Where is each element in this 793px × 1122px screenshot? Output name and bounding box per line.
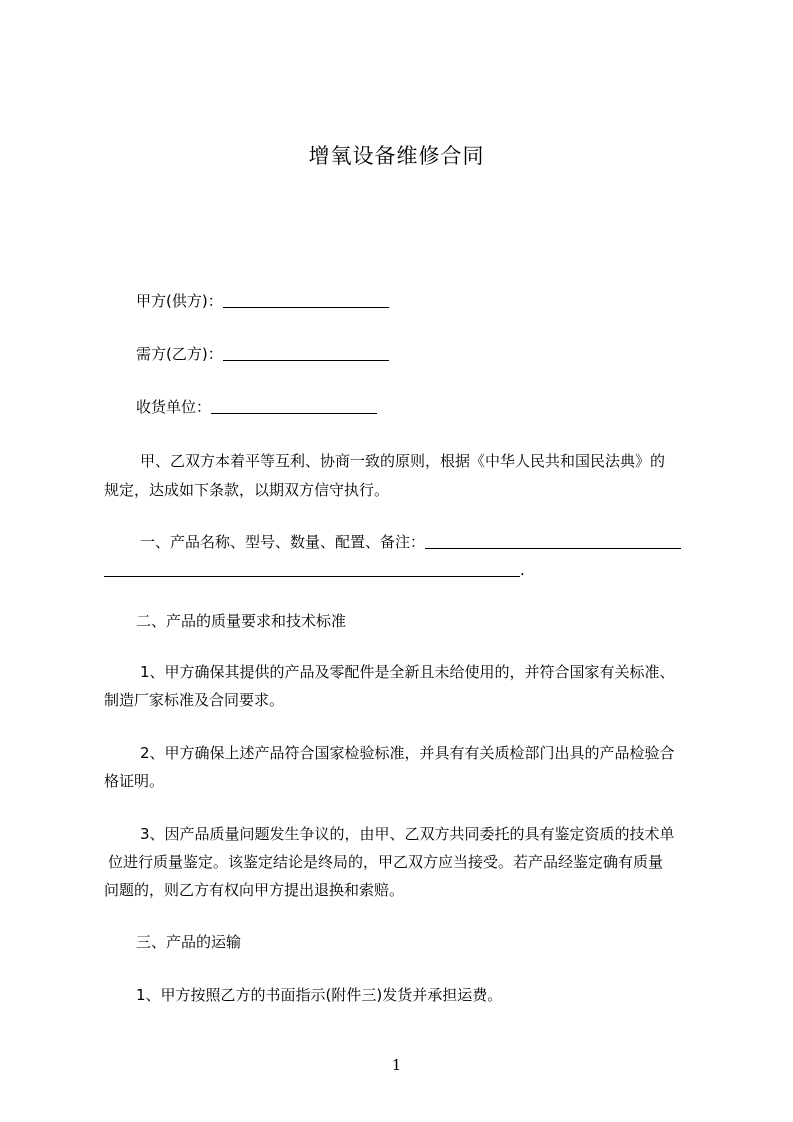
s2-p2-line-1: 2、甲方确保上述产品符合国家检验标准，并具有有关质检部门出具的产品检验合 <box>140 744 675 762</box>
section1-blank-2 <box>104 561 520 577</box>
party-a-blank <box>223 292 389 308</box>
section1-end: . <box>520 561 525 579</box>
section2-heading: 二、产品的质量要求和技术标准 <box>136 612 347 630</box>
page-number: 1 <box>391 1056 402 1074</box>
s2-p2-line-2: 格证明。 <box>104 772 165 790</box>
receiver-blank <box>211 398 377 414</box>
s3-p1: 1、甲方按照乙方的书面指示(附件三)发货并承担运费。 <box>136 986 503 1004</box>
party-b-blank <box>223 345 389 361</box>
document-title: 增氧设备维修合同 <box>308 144 485 168</box>
intro-line-1: 甲、乙双方本着平等互利、协商一致的原则，根据《中华人民共和国民法典》的 <box>140 452 666 470</box>
party-a-label: 甲方(供方)： <box>136 292 223 310</box>
receiver-label: 收货单位： <box>136 398 212 416</box>
intro-line-2: 规定，达成如下条款，以期双方信守执行。 <box>104 481 390 499</box>
section1-line-2 <box>104 560 525 580</box>
party-a-line <box>136 291 389 311</box>
s2-p1-line-1: 1、甲方确保其提供的产品及零配件是全新且未给使用的，并符合国家有关标准、 <box>140 663 675 681</box>
party-b-line <box>136 344 389 364</box>
party-b-label: 需方(乙方)： <box>136 345 223 363</box>
section1-line <box>140 532 681 552</box>
section1-blank-1 <box>425 533 681 549</box>
section3-heading: 三、产品的运输 <box>136 933 242 951</box>
receiver-line <box>136 397 377 417</box>
s2-p3-line-1: 3、因产品质量问题发生争议的，由甲、乙双方共同委托的具有鉴定资质的技术单 <box>140 825 675 843</box>
s2-p1-line-2: 制造厂家标准及合同要求。 <box>104 691 285 709</box>
s2-p3-line-3: 问题的，则乙方有权向甲方提出退换和索赔。 <box>104 881 405 899</box>
section1-heading: 一、产品名称、型号、数量、配置、备注： <box>140 533 426 551</box>
s2-p3-line-2: 位进行质量鉴定。该鉴定结论是终局的，甲乙双方应当接受。若产品经鉴定确有质量 <box>108 853 664 871</box>
